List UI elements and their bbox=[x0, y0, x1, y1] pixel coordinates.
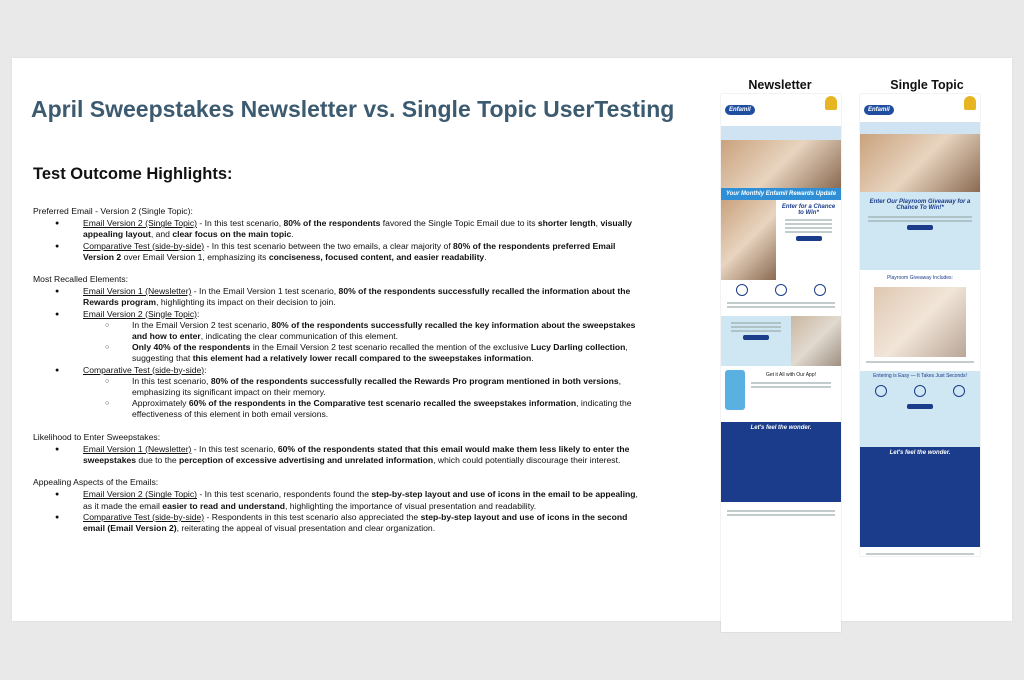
link-text: Comparative Test (side-by-side) bbox=[83, 511, 205, 522]
section-heading: Appealing Aspects of the Emails: bbox=[33, 477, 159, 488]
section-likelihood bbox=[33, 432, 643, 467]
hero-image bbox=[721, 140, 841, 188]
list-item: ● Email Version 2 (Single Topic) - In this test scenario, 80% of the respondents favored the Single Topic Email due to its shorter length, visually appealing layout, and clear focus on the main topic. bbox=[33, 218, 643, 240]
section-heading: Likelihood to Enter Sweepstakes: bbox=[33, 431, 161, 442]
step-icon bbox=[875, 385, 887, 397]
phone-app-icon bbox=[725, 370, 745, 410]
highlights-content bbox=[33, 164, 643, 545]
list-item: ● Comparative Test (side-by-side): ○ In this test scenario, 80% of the respondents successfully recalled the Rewards Pro program mentioned in both versions, emphasizing its significant impact on their memory. ○ Approximately 60% of the respondents in the Comparative test scenario recalled the sweepstakes information, indicating the effectiveness of this element in both email versions. bbox=[33, 365, 643, 421]
list-item: ● Email Version 1 (Newsletter) - In this test scenario, 60% of the respondents stated that this email would make them less likely to enter the sweepstakes due to the perception of excessive advertising and unrelated information, which could potentially discourage their interest. bbox=[33, 444, 643, 466]
enter-now-button bbox=[907, 225, 933, 230]
list-item: ● Comparative Test (side-by-side) - Respondents in this test scenario also appreciated the step-by-step layout and use of icons in the second email (Email Version 2), reiterating the appeal of visual presentation and clear organization. bbox=[33, 512, 643, 534]
list-item: ● Email Version 2 (Single Topic): ○ In the Email Version 2 test scenario, 80% of the respondents successfully recalled the key information about the sweepstakes and how to enter, indicating the clear communication of this element. ○ Only 40% of the respondents in the Email Version 2 test scenario recalled the mention of the exclusive Lucy Darling collection, suggesting that this element had a relatively lower recall compared to the sweepstakes information. bbox=[33, 309, 643, 365]
section-appealing bbox=[33, 477, 643, 534]
newsletter-column-label: Newsletter bbox=[748, 78, 812, 92]
slide bbox=[12, 58, 1012, 621]
enfamil-logo: Enfamil bbox=[725, 105, 755, 115]
lucy-darling-image bbox=[791, 316, 841, 366]
includes-heading: Playroom Giveaway Includes: bbox=[887, 275, 953, 281]
page-title: April Sweepstakes Newsletter vs. Single Topic UserTesting bbox=[31, 96, 675, 122]
sub-list-item: ○ In this test scenario, 80% of the respondents successfully recalled the Rewards Pro program mentioned in both versions, emphasizing its significant impact on their memory. bbox=[33, 376, 643, 398]
section-heading: Most Recalled Elements: bbox=[33, 274, 129, 285]
giveaway-products-image bbox=[874, 287, 966, 357]
enter-now-button bbox=[907, 404, 933, 409]
link-text: Comparative Test (side-by-side) bbox=[83, 364, 205, 375]
app-heading: Get it All with Our App! bbox=[765, 372, 817, 378]
link-text: Email Version 2 (Single Topic) bbox=[83, 308, 198, 319]
easy-steps-heading: Entering is Easy — It Takes Just Seconds! bbox=[873, 373, 967, 379]
sub-list-item: ○ In the Email Version 2 test scenario, 80% of the respondents successfully recalled the key information about the sweepstakes and how to enter, indicating the clear communication of this element. bbox=[33, 320, 643, 342]
link-text: Comparative Test (side-by-side) bbox=[83, 240, 205, 251]
playroom-hero-image bbox=[860, 134, 980, 192]
highlights-heading: Test Outcome Highlights: bbox=[33, 165, 233, 183]
list-item: ● Email Version 1 (Newsletter) - In the Email Version 1 test scenario, 80% of the respondents successfully recalled the information about the Rewards program, highlighting its impact on their decision to join. bbox=[33, 286, 643, 308]
enter-to-win-heading: Enter for a Chance to Win* bbox=[781, 204, 836, 216]
section-preferred bbox=[33, 206, 643, 263]
award-badge-icon bbox=[964, 96, 976, 110]
step-icon bbox=[736, 284, 748, 296]
link-text: Email Version 2 (Single Topic) bbox=[83, 218, 198, 229]
enter-now-button bbox=[796, 236, 822, 241]
link-text: Email Version 1 (Newsletter) bbox=[83, 443, 192, 454]
single-topic-email-preview bbox=[860, 94, 980, 556]
single-topic-column-label: Single Topic bbox=[890, 78, 964, 92]
rewards-banner: Your Monthly Enfamil Rewards Update bbox=[721, 188, 841, 200]
link-text: Email Version 2 (Single Topic) bbox=[83, 489, 198, 500]
section-heading: Preferred Email - Version 2 (Single Topic): bbox=[33, 206, 193, 216]
sub-list-item: ○ Only 40% of the respondents in the Email Version 2 test scenario recalled the mention of the exclusive Lucy Darling collection, suggesting that this element had a relatively lower recall compared to the sweepstakes information. bbox=[33, 342, 643, 364]
child-image bbox=[721, 200, 776, 280]
section-recalled bbox=[33, 274, 643, 421]
footer-tagline: Let's feel the wonder. bbox=[750, 425, 812, 431]
list-item: ● Email Version 2 (Single Topic) - In this test scenario, respondents found the step-by-step layout and use of icons in the email to be appealing, as it made the email easier to read and understand, highlighting the importance of visual presentation and readability. bbox=[33, 489, 643, 511]
link-text: Email Version 1 (Newsletter) bbox=[83, 286, 192, 297]
enfamil-logo: Enfamil bbox=[864, 105, 894, 115]
giveaway-headline: Enter Our Playroom Giveaway for a Chance To Win!* bbox=[869, 199, 971, 211]
footer-tagline: Let's feel the wonder. bbox=[889, 450, 951, 456]
list-item: ● Comparative Test (side-by-side) - In this test scenario between the two emails, a clear majority of 80% of the respondents preferred Email Version 2 over Email Version 1, emphasizing its conciseness, focused content, and easier readability. bbox=[33, 241, 643, 263]
award-badge-icon bbox=[825, 96, 837, 110]
step-icon bbox=[953, 385, 965, 397]
step-icon bbox=[814, 284, 826, 296]
step-icon bbox=[914, 385, 926, 397]
step-icon bbox=[775, 284, 787, 296]
newsletter-email-preview bbox=[721, 94, 841, 632]
sub-list-item: ○ Approximately 60% of the respondents in the Comparative test scenario recalled the sweepstakes information, indicating the effectiveness of this element in both email versions. bbox=[33, 398, 643, 420]
